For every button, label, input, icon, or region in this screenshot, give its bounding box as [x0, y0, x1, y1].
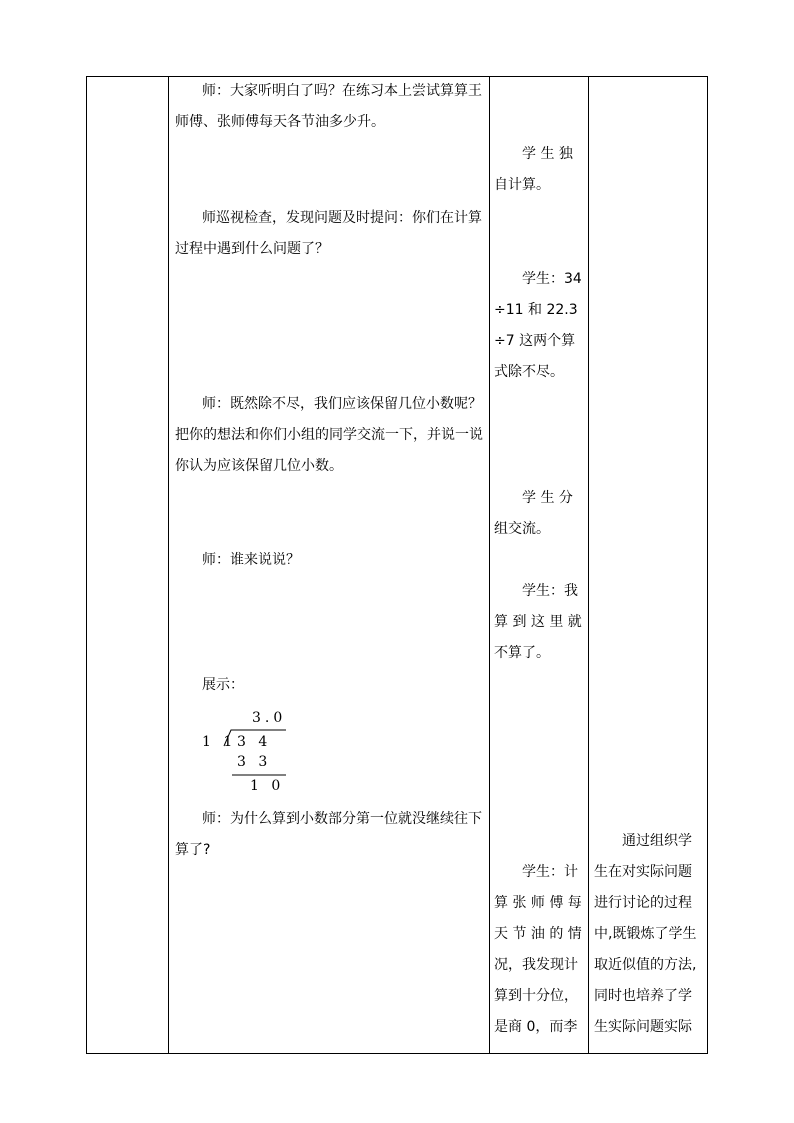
division-remainder: 1 0	[250, 778, 285, 794]
division-divisor: 1 1	[202, 734, 237, 750]
intent-line-3: 进行讨论的过程	[594, 895, 692, 911]
teacher-paragraph-3-line-1: 师：既然除不尽，我们应该保留几位小数呢？	[202, 396, 482, 412]
teacher-paragraph-3-line-2: 把你的想法和你们小组的同学交流一下，并说一说	[175, 427, 483, 443]
intent-line-5: 取近似值的方法,	[594, 957, 697, 973]
teacher-paragraph-1-line-1: 师：大家听明白了吗？在练习本上尝试算算王	[202, 83, 482, 99]
intent-line-2: 生在对实际问题	[594, 864, 692, 880]
student-response-4-line-3: 不算了。	[494, 645, 550, 661]
teacher-paragraph-4: 师：谁来说说？	[202, 552, 300, 568]
teacher-paragraph-1-line-2: 师傅、张师傅每天各节油多少升。	[175, 114, 385, 130]
student-response-3-line-2: 组交流。	[494, 521, 550, 537]
intent-line-6: 同时也培养了学	[594, 988, 692, 1004]
student-response-4-line-2: 算 到 这 里 就	[494, 614, 582, 630]
student-response-3-line-1: 学 生 分	[522, 490, 573, 506]
student-response-5-line-1: 学生：计	[522, 864, 578, 880]
teacher-paragraph-6-line-2: 算了?	[175, 842, 211, 858]
teacher-paragraph-6-line-1: 师：为什么算到小数部分第一位就没继续往下	[202, 811, 482, 827]
long-division-display	[200, 708, 310, 798]
column-divider-1	[168, 77, 169, 1053]
student-response-2-line-1: 学生：34	[522, 271, 582, 287]
intent-line-7: 生实际问题实际	[594, 1019, 692, 1035]
student-response-5-line-3: 天 节 油 的 情	[494, 926, 582, 942]
intent-line-1: 通过组织学	[622, 833, 692, 849]
teacher-paragraph-2-line-2: 过程中遇到什么问题了？	[175, 241, 329, 257]
teacher-display-label: 展示：	[202, 677, 244, 693]
intent-line-4: 中,既锻炼了学生	[594, 926, 697, 942]
student-response-5-line-5: 算到十分位，	[494, 988, 578, 1004]
student-response-5-line-2: 算 张 师 傅 每	[494, 895, 582, 911]
student-response-5-line-4: 况，我发现计	[494, 957, 578, 973]
student-response-2-line-4: 式除不尽。	[494, 364, 564, 380]
student-response-4-line-1: 学生：我	[522, 583, 578, 599]
student-response-1-line-2: 自计算。	[494, 177, 550, 193]
teacher-paragraph-2-line-1: 师巡视检查，发现问题及时提问：你们在计算	[202, 210, 482, 226]
division-quotient: 3.0	[252, 710, 287, 726]
division-product: 3 3	[237, 754, 272, 770]
teacher-paragraph-3-line-3: 你认为应该保留几位小数。	[175, 458, 343, 474]
division-dividend: 3 4	[237, 734, 272, 750]
student-response-1-line-1: 学 生 独	[522, 146, 573, 162]
student-response-5-line-6: 是商 0，而李	[494, 1019, 578, 1035]
column-divider-3	[588, 77, 589, 1053]
student-response-2-line-2: ÷11 和 22.3	[494, 302, 578, 318]
student-response-2-line-3: ÷7 这两个算	[494, 333, 576, 349]
column-divider-2	[489, 77, 490, 1053]
